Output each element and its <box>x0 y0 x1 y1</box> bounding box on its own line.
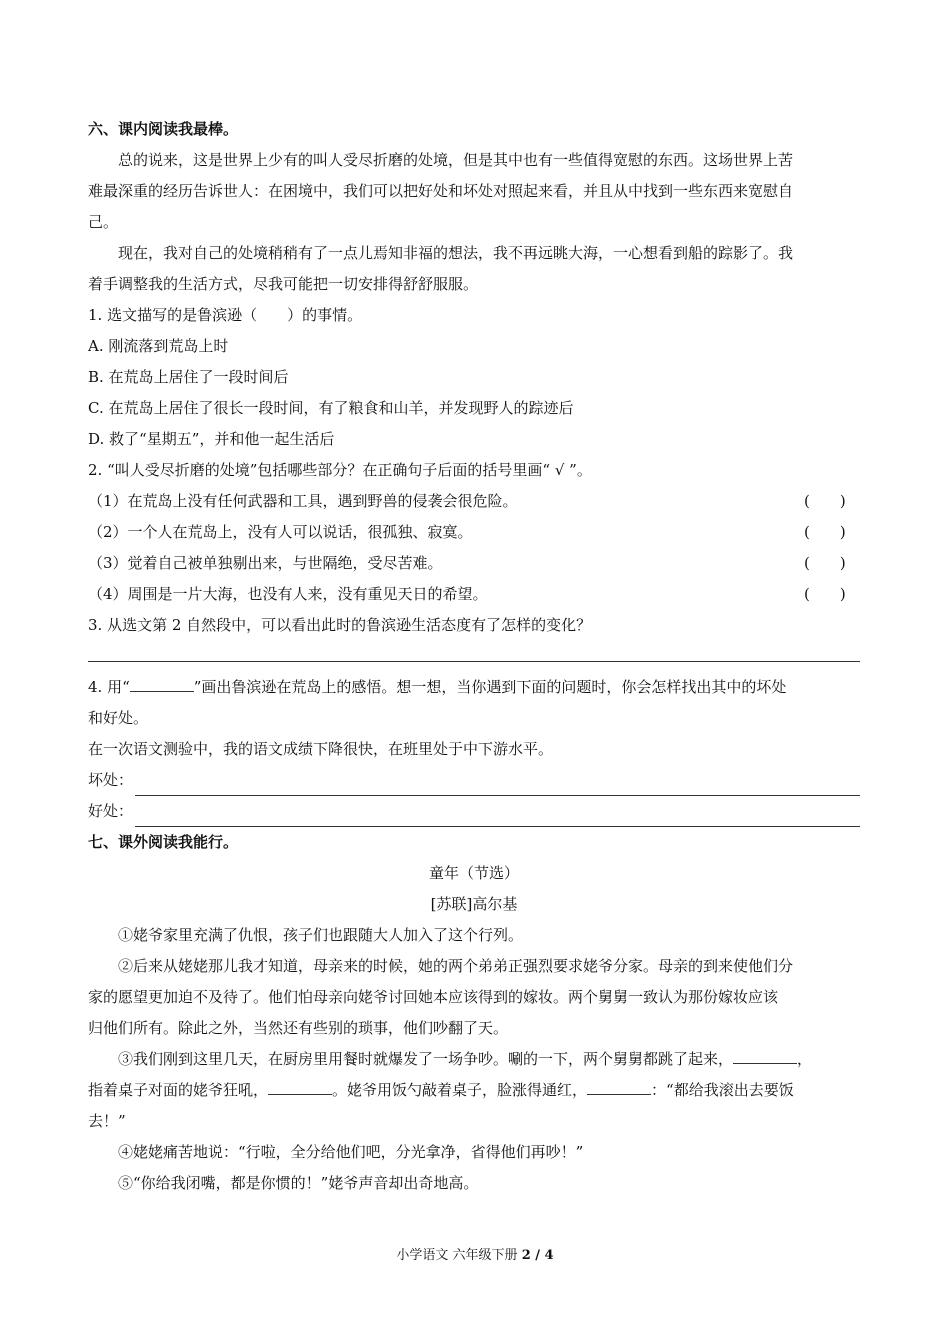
question-1-option-b: B. 在荒岛上居住了一段时间后 <box>88 368 289 386</box>
blank-line[interactable] <box>268 1078 332 1095</box>
question-4-cont: 和好处。 <box>88 709 149 727</box>
question-1-option-a: A. 刚流落到荒岛上时 <box>88 337 229 355</box>
bad-side-label: 坏处： <box>88 771 134 789</box>
answer-paren[interactable]: ( ) <box>804 523 846 541</box>
blank-line[interactable] <box>733 1047 797 1064</box>
answer-paren[interactable]: ( ) <box>804 554 846 572</box>
question-1-option-c: C. 在荒岛上居住了很长一段时间，有了粮食和山羊，并发现野人的踪迹后 <box>88 399 574 417</box>
passage-text: 己。 <box>88 213 119 231</box>
page-number: 2 / 4 <box>521 1248 554 1263</box>
question-2-item <box>88 486 860 517</box>
passage-text: 总的说来，这是世界上少有的叫人受尽折磨的处境，但是其中也有一些值得宽慰的东西。这场世界上苦 <box>118 151 794 169</box>
passage-text: 去！” <box>88 1112 126 1130</box>
page-footer <box>0 1244 950 1263</box>
passage-text: 家的愿望更加迫不及待了。他们怕母亲向姥爷讨回她本应该得到的嫁妆。两个舅舅一致认为那份嫁妆应该 <box>88 988 779 1006</box>
question-2-item-text: （3）觉着自己被单独剔出来，与世隔绝，受尽苦难。 <box>88 554 443 572</box>
answer-line[interactable] <box>88 641 860 672</box>
answer-line[interactable] <box>135 777 860 796</box>
passage-text: ①姥爷家里充满了仇恨，孩子们也跟随大人加入了这个行列。 <box>118 926 524 944</box>
passage-text: 难最深重的经历告诉世人：在困境中，我们可以把好处和坏处对照起来看，并且从中找到一些东西来宽慰自 <box>88 182 794 200</box>
question-2-item <box>88 517 860 548</box>
passage-text: ④姥姥痛苦地说：“行啦，全分给他们吧，分光拿净，省得他们再吵！” <box>118 1143 584 1161</box>
question-4-scenario: 在一次语文测验中，我的语文成绩下降很快，在班里处于中下游水平。 <box>88 740 554 758</box>
question-2-item <box>88 579 860 610</box>
passage-text: 归他们所有。除此之外，当然还有些别的琐事，他们吵翻了天。 <box>88 1019 509 1037</box>
blank-line <box>130 675 194 692</box>
passage-text: ③我们刚到这里几天，在厨房里用餐时就爆发了一场争吵。唰的一下，两个舅舅都跳了起来， ， <box>88 1044 860 1075</box>
passage-text: 指着桌子对面的姥爷狂吼， 。姥爷用饭勺敲着桌子，脸涨得通红， ：“都给我滚出去要饭 <box>88 1075 860 1106</box>
question-3: 3. 从选文第 2 自然段中，可以看出此时的鲁滨逊生活态度有了怎样的变化？ <box>88 616 592 634</box>
good-side-label: 好处： <box>88 802 134 820</box>
question-2-item-text: （4）周围是一片大海，也没有人来，没有重见天日的希望。 <box>88 585 488 603</box>
question-2-item-text: （1）在荒岛上没有任何武器和工具，遇到野兽的侵袭会很危险。 <box>88 492 518 510</box>
question-1: 1. 选文描写的是鲁滨逊（ ）的事情。 <box>88 306 363 324</box>
section-seven-heading: 七、课外阅读我能行。 <box>88 833 239 851</box>
passage-author: [苏联]高尔基 <box>430 895 518 913</box>
passage-text: ②后来从姥姥那儿我才知道，母亲来的时候，她的两个弟弟正强烈要求姥爷分家。母亲的到来使他们分 <box>118 957 794 975</box>
question-2-item <box>88 548 860 579</box>
section-six-heading: 六、课内阅读我最棒。 <box>88 120 239 138</box>
worksheet-page <box>88 114 860 1199</box>
question-2-item-text: （2）一个人在荒岛上，没有人可以说话，很孤独、寂寞。 <box>88 523 473 541</box>
bad-side-answer[interactable] <box>88 765 860 796</box>
good-side-answer[interactable] <box>88 796 860 827</box>
question-1-option-d: D. 救了“星期五”，并和他一起生活后 <box>88 430 335 448</box>
answer-paren[interactable]: ( ) <box>804 492 846 510</box>
passage-text: 着手调整我的生活方式，尽我可能把一切安排得舒舒服服。 <box>88 275 479 293</box>
question-2: 2. “叫人受尽折磨的处境”包括哪些部分？在正确句子后面的括号里画“ √ ”。 <box>88 461 592 479</box>
question-4: 4. 用“ ”画出鲁滨逊在荒岛上的感悟。想一想，当你遇到下面的问题时，你会怎样找出其中的坏处 <box>88 672 860 703</box>
passage-text: ⑤“你给我闭嘴，都是你惯的！”姥爷声音却出奇地高。 <box>118 1174 479 1192</box>
answer-line[interactable] <box>135 808 860 827</box>
footer-subject: 小学语文 六年级下册 <box>396 1248 518 1263</box>
passage-title: 童年（节选） <box>428 864 519 882</box>
blank-line[interactable] <box>587 1078 651 1095</box>
answer-paren[interactable]: ( ) <box>804 585 846 603</box>
passage-text: 现在，我对自己的处境稍稍有了一点儿焉知非福的想法，我不再远眺大海，一心想看到船的踪影了。我 <box>118 244 794 262</box>
